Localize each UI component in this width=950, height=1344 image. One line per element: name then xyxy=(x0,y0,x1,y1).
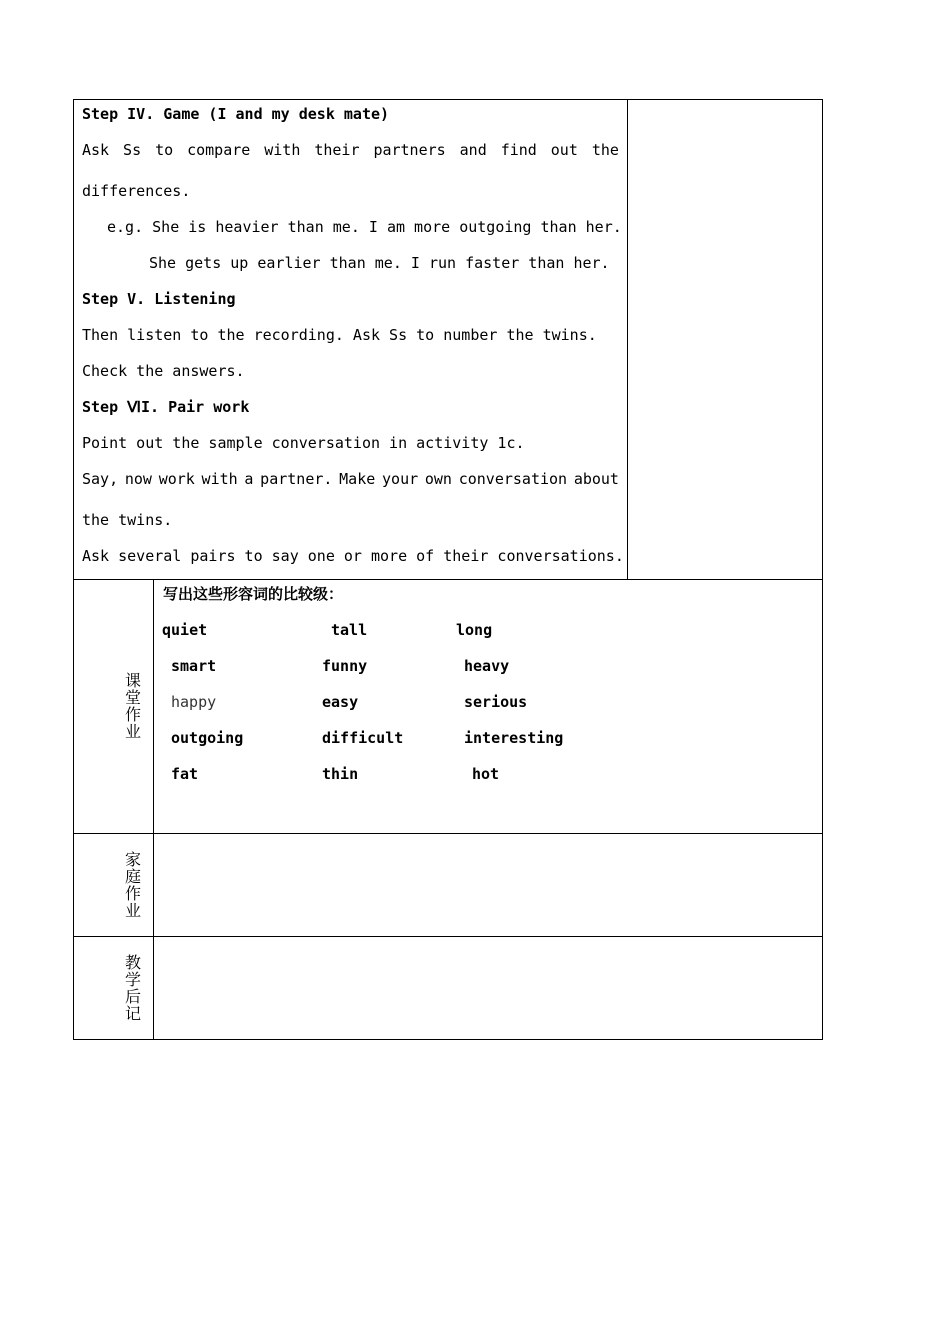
word-quiet: quiet xyxy=(162,621,208,639)
section-divider-homework xyxy=(73,833,823,834)
word-funny: funny xyxy=(322,657,368,675)
word-thin: thin xyxy=(322,765,359,783)
step5-title: Step V. Listening xyxy=(82,290,236,308)
classwork-label: 课堂作业 xyxy=(124,671,141,741)
word-fat: fat xyxy=(171,765,199,783)
step6-title: Step ⅥI. Pair work xyxy=(82,398,250,416)
word-hot: hot xyxy=(472,765,500,783)
word-difficult: difficult xyxy=(322,729,404,747)
word-heavy: heavy xyxy=(464,657,510,675)
word-smart: smart xyxy=(171,657,217,675)
word-tall: tall xyxy=(331,621,368,639)
word-outgoing: outgoing xyxy=(171,729,244,747)
word-happy: happy xyxy=(171,693,217,711)
step6-line-3: Ask several pairs to say one or more of their conversations. xyxy=(82,547,624,565)
step6-line-1: Point out the sample conversation in activity 1c. xyxy=(82,434,525,452)
homework-label: 家庭作业 xyxy=(124,850,141,920)
section-divider-reflection xyxy=(73,936,823,937)
table-border xyxy=(73,99,823,1040)
notes-column-divider xyxy=(627,99,628,580)
step6-line-2: Say, now work with a partner. Make your own conversation about xyxy=(82,470,619,488)
word-serious: serious xyxy=(464,693,528,711)
step4-instruction: Ask Ss to compare with their partners and find out the xyxy=(82,141,619,159)
classwork-heading: 写出这些形容词的比较级： xyxy=(163,585,344,603)
word-long: long xyxy=(456,621,493,639)
reflection-label: 教学后记 xyxy=(124,953,141,1023)
word-interesting: interesting xyxy=(464,729,564,747)
label-column-divider xyxy=(153,579,154,1040)
step5-line-1: Then listen to the recording. Ask Ss to number the twins. xyxy=(82,326,597,344)
step4-example-2: She gets up earlier than me. I run faster than her. xyxy=(149,254,610,272)
section-divider-classwork xyxy=(73,579,823,580)
lesson-plan-table xyxy=(73,99,823,1040)
step4-example-1: e.g. She is heavier than me. I am more outgoing than her. xyxy=(107,218,622,236)
step4-title: Step IV. Game (I and my desk mate) xyxy=(82,105,390,123)
step5-line-2: Check the answers. xyxy=(82,362,245,380)
step6-line-2-end: the twins. xyxy=(82,511,173,529)
word-easy: easy xyxy=(322,693,359,711)
step4-instruction-end: differences. xyxy=(82,182,191,200)
